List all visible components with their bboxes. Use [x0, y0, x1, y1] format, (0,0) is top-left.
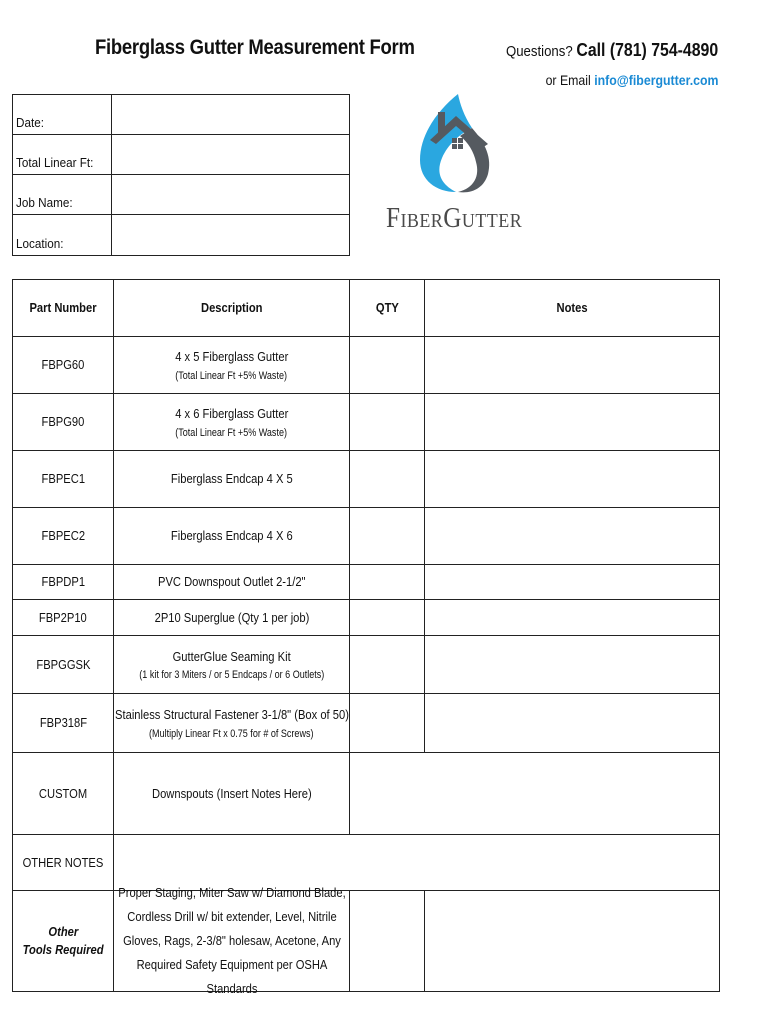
description-cell: Stainless Structural Fastener 3-1/8" (Box of 50) (Multiply Linear Ft x 0.75 for # of Screws)	[113, 694, 349, 752]
job-name-label: Job Name:	[16, 195, 73, 210]
notes-field[interactable]	[424, 600, 719, 635]
col-part-number: Part Number	[29, 300, 97, 316]
table-row	[13, 508, 719, 565]
other-notes-label: OTHER NOTES	[22, 854, 104, 870]
questions-prefix: Questions?	[505, 43, 573, 60]
table-header-row	[13, 280, 719, 337]
description-cell: 4 x 5 Fiberglass Gutter (Total Linear Ft +5% Waste)	[113, 337, 349, 393]
tools-description: Proper Staging, Miter Saw w/ Diamond Blade, Cordless Drill w/ bit extender, Level, Nitrile Gloves, Rags, 2-3/8" holesaw, Acetone, Any Required Safety Equipment per OSHA Standards	[113, 891, 349, 991]
job-name-field[interactable]	[111, 175, 349, 214]
location-row	[13, 215, 349, 255]
part-number-cell: FBPG90	[41, 414, 85, 430]
notes-field[interactable]	[424, 337, 719, 393]
form-title: Fiberglass Gutter Measurement Form	[95, 36, 415, 59]
location-field[interactable]	[111, 215, 349, 255]
date-label: Date:	[16, 115, 44, 130]
table-row	[13, 636, 719, 694]
date-field[interactable]	[111, 95, 349, 134]
notes-field[interactable]	[424, 451, 719, 507]
qty-field[interactable]	[349, 694, 424, 752]
notes-field[interactable]	[424, 565, 719, 599]
description-cell: Downspouts (Insert Notes Here)	[113, 753, 349, 834]
qty-field[interactable]	[349, 451, 424, 507]
location-label: Location:	[16, 236, 64, 251]
qty-field[interactable]	[349, 337, 424, 393]
custom-row	[13, 753, 719, 835]
qty-field[interactable]	[349, 636, 424, 693]
part-number-cell: FBPG60	[41, 357, 85, 373]
logo-wordmark: FiberGutter	[386, 203, 523, 234]
linear-ft-label: Total Linear Ft:	[16, 155, 94, 170]
description-cell: GutterGlue Seaming Kit (1 kit for 3 Miters / or 5 Endcaps / or 6 Outlets)	[113, 636, 349, 693]
part-number-cell: FBP318F	[39, 715, 87, 731]
part-number-cell: FBPDP1	[41, 574, 85, 590]
qty-field[interactable]	[349, 508, 424, 564]
description-cell: 4 x 6 Fiberglass Gutter (Total Linear Ft +5% Waste)	[113, 394, 349, 450]
part-number-cell: FBPEC2	[41, 528, 85, 544]
contact-email	[545, 72, 718, 88]
description-cell: Fiberglass Endcap 4 X 5	[113, 451, 349, 507]
col-qty: QTY	[349, 280, 424, 336]
tools-row	[13, 885, 719, 996]
table-row	[13, 565, 719, 600]
col-description: Description	[113, 280, 349, 336]
notes-field[interactable]	[424, 508, 719, 564]
job-name-row	[13, 175, 349, 215]
date-row	[13, 95, 349, 135]
linear-ft-row	[13, 135, 349, 175]
notes-field[interactable]	[424, 891, 719, 991]
col-notes: Notes	[424, 280, 719, 336]
table-row	[13, 337, 719, 394]
parts-table	[12, 279, 720, 996]
table-row	[13, 394, 719, 451]
part-number-cell: CUSTOM	[38, 785, 88, 801]
tools-label: Other Tools Required	[22, 924, 104, 957]
job-info-box	[12, 94, 350, 256]
part-number-cell: FBP2P10	[39, 609, 87, 625]
notes-field[interactable]	[424, 394, 719, 450]
phone-link[interactable]: Call (781) 754-4890	[576, 40, 718, 60]
description-cell: Fiberglass Endcap 4 X 6	[113, 508, 349, 564]
email-link[interactable]: info@fibergutter.com	[593, 72, 718, 88]
custom-notes-field[interactable]	[349, 753, 719, 834]
table-row	[13, 600, 719, 636]
qty-field[interactable]	[349, 600, 424, 635]
qty-field[interactable]	[349, 565, 424, 599]
description-cell: 2P10 Superglue (Qty 1 per job)	[113, 600, 349, 635]
linear-ft-field[interactable]	[111, 135, 349, 174]
contact-phone	[506, 40, 718, 61]
email-prefix: or Email	[545, 72, 591, 88]
qty-field[interactable]	[349, 891, 424, 991]
table-row	[13, 694, 719, 753]
notes-field[interactable]	[424, 694, 719, 752]
table-row	[13, 451, 719, 508]
notes-field[interactable]	[424, 636, 719, 693]
qty-field[interactable]	[349, 394, 424, 450]
part-number-cell: FBPEC1	[41, 471, 85, 487]
description-cell: PVC Downspout Outlet 2-1/2"	[113, 565, 349, 599]
part-number-cell: FBPGGSK	[35, 656, 91, 672]
